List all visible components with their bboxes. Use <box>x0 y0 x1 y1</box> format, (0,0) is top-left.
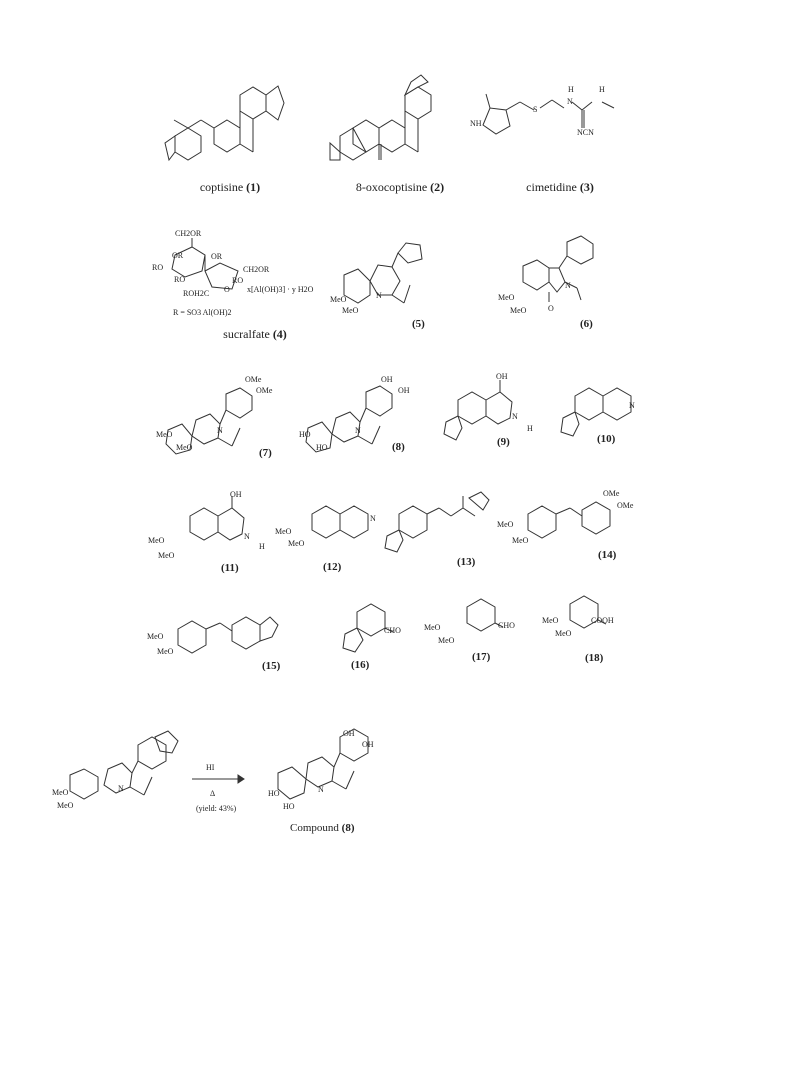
atom-label: H <box>527 424 533 433</box>
atom-label: N <box>355 426 361 435</box>
atom-label: H <box>599 85 605 94</box>
atom-label: OH <box>496 372 508 381</box>
atom-label: CHO <box>384 626 401 635</box>
atom-label: O <box>224 285 230 294</box>
compound-name: cimetidine <box>526 180 577 194</box>
compound-17-number: (17) <box>472 651 491 663</box>
compound-16-number: (16) <box>351 659 370 671</box>
atom-label: OH <box>230 490 242 499</box>
atom-label: MeO <box>52 788 69 797</box>
compound-14-number: (14) <box>598 549 617 561</box>
coptisine-label <box>190 180 270 195</box>
atom-label: OH <box>343 729 355 738</box>
atom-label: ROH2C <box>183 289 210 298</box>
atom-label: MeO <box>176 443 193 452</box>
compound-6-number: (6) <box>580 318 593 330</box>
atom-label: OH <box>398 386 410 395</box>
compound-number: (3) <box>579 180 594 194</box>
atom-label: N <box>217 426 223 435</box>
atom-label: OMe <box>617 501 634 510</box>
compound-name: 8-oxocoptisine <box>355 180 428 194</box>
atom-label: MeO <box>497 520 514 529</box>
atom-label: MeO <box>424 623 441 632</box>
r-definition: R = SO3 Al(OH)2 <box>173 308 232 317</box>
compound-number: (4) <box>272 327 287 341</box>
atom-label: MeO <box>57 801 74 810</box>
atom-label: N <box>118 784 124 793</box>
atom-label: MeO <box>342 306 359 315</box>
atom-label: MeO <box>542 616 559 625</box>
compound-13-structure <box>375 490 505 560</box>
product-name: Compound <box>290 822 339 834</box>
hydrate-formula: x[Al(OH)3] · y H2O <box>247 285 314 294</box>
product-structure <box>270 715 400 815</box>
atom-label: N <box>567 97 573 106</box>
atom-label: MeO <box>512 536 529 545</box>
compound-10-number: (10) <box>597 433 616 445</box>
reaction-arrow <box>192 774 244 784</box>
compound-number: (1) <box>246 180 261 194</box>
atom-label: NCN <box>577 128 594 137</box>
atom-label: OH <box>362 740 374 749</box>
atom-label: N <box>565 281 571 290</box>
atom-label: CH2OR <box>175 229 202 238</box>
atom-label: RO <box>174 275 186 284</box>
atom-label: N <box>376 291 382 300</box>
atom-label: N <box>512 412 518 421</box>
sucralfate-structure <box>150 235 300 305</box>
atom-label: CH2OR <box>243 265 270 274</box>
compound-15-number: (15) <box>262 660 281 672</box>
atom-label: OMe <box>245 375 262 384</box>
compound-14-structure <box>510 490 640 550</box>
atom-label: RO <box>232 276 244 285</box>
atom-label: OR <box>211 252 223 261</box>
atom-label: MeO <box>156 430 173 439</box>
compound-name: sucralfate <box>223 327 270 341</box>
atom-label: OH <box>381 375 393 384</box>
reagent-label: HI <box>206 763 215 772</box>
atom-label: MeO <box>288 539 305 548</box>
atom-label: H <box>259 542 265 551</box>
atom-label: N <box>244 532 250 541</box>
compound-9-number: (9) <box>497 436 510 448</box>
sucralfate-label <box>210 327 300 342</box>
atom-label: OMe <box>256 386 273 395</box>
atom-label: HO <box>316 443 328 452</box>
atom-label: MeO <box>510 306 527 315</box>
atom-label: MeO <box>330 295 347 304</box>
compound-15-structure <box>160 605 290 665</box>
compound-13-number: (13) <box>457 556 476 568</box>
reactant-structure <box>40 715 190 815</box>
atom-label: MeO <box>438 636 455 645</box>
compound-18-number: (18) <box>585 652 604 664</box>
compound-11-number: (11) <box>221 562 239 574</box>
product-caption <box>290 822 354 834</box>
compound-name: coptisine <box>199 180 244 194</box>
atom-label: N <box>370 514 376 523</box>
oxocoptisine-structure <box>325 70 455 180</box>
atom-label: N <box>318 785 324 794</box>
atom-label: RO <box>152 263 164 272</box>
atom-label: O <box>548 304 554 313</box>
atom-label: NH <box>470 119 482 128</box>
atom-label: MeO <box>147 632 164 641</box>
compound-12-structure <box>290 500 380 560</box>
atom-label: HO <box>283 802 295 811</box>
atom-label: H <box>568 85 574 94</box>
condition-label: Δ <box>210 789 216 798</box>
compound-9-structure <box>428 370 528 450</box>
atom-label: CHO <box>498 621 515 630</box>
atom-label: HO <box>268 789 280 798</box>
atom-label: MeO <box>158 551 175 560</box>
atom-label: MeO <box>275 527 292 536</box>
atom-label: MeO <box>157 647 174 656</box>
atom-label: S <box>533 105 538 114</box>
atom-label: MeO <box>148 536 165 545</box>
compound-number: (2) <box>430 180 445 194</box>
cimetidine-label <box>520 180 600 195</box>
yield-label: (yield: 43%) <box>196 804 237 813</box>
coptisine-structure <box>160 70 290 180</box>
compound-12-number: (12) <box>323 561 342 573</box>
atom-label: MeO <box>498 293 515 302</box>
atom-label: OR <box>172 251 184 260</box>
product-number: (8) <box>341 822 355 834</box>
compound-8-number: (8) <box>392 441 405 453</box>
atom-label: OMe <box>603 489 620 498</box>
atom-label: HO <box>299 430 311 439</box>
oxocoptisine-label <box>345 180 455 195</box>
compound-11-structure <box>160 490 270 570</box>
compound-5-number: (5) <box>412 318 425 330</box>
atom-label: N <box>629 401 635 410</box>
compound-7-number: (7) <box>259 447 272 459</box>
atom-label: COOH <box>591 616 614 625</box>
atom-label: MeO <box>555 629 572 638</box>
